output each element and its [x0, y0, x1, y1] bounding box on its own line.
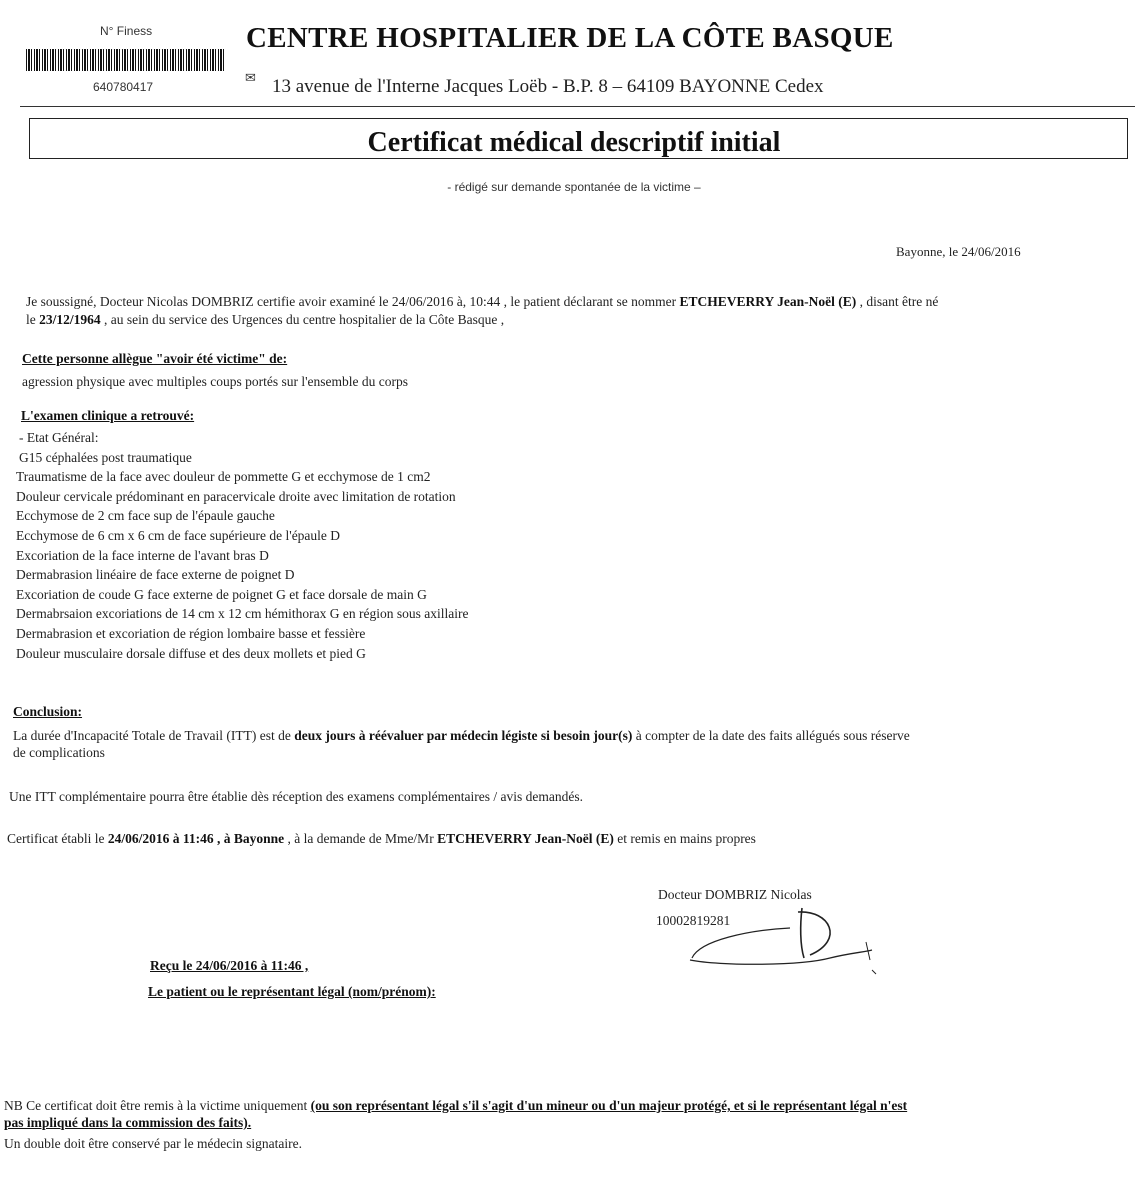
intro-text-3: le: [26, 312, 40, 327]
exam-finding: Excoriation de coude G face externe de poignet G et face dorsale de main G: [16, 586, 427, 602]
established-text-1: Certificat établi le: [7, 831, 108, 846]
nb-bold-1: (ou son représentant légal s'il s'agit d'un mineur ou d'un majeur protégé, et si le représentant légal n'est: [310, 1098, 908, 1113]
intro-line-1: [26, 294, 938, 310]
itt-line-1: [13, 728, 910, 744]
nb-line-2: pas impliqué dans la commission des faits).: [4, 1115, 252, 1130]
established-city: Bayonne: [233, 831, 285, 846]
exam-finding: Dermabrsaion excoriations de 14 cm x 12 cm hémithorax G en région sous axillaire: [16, 606, 469, 622]
exam-heading: L'examen clinique a retrouvé:: [21, 408, 195, 423]
established-text-3: , à la demande de Mme/Mr: [284, 831, 438, 846]
intro-line-2: [26, 312, 504, 328]
allegation-heading: Cette personne allègue "avoir été victime" de:: [22, 351, 288, 366]
received-line: Reçu le 24/06/2016 à 11:46 ,: [150, 958, 309, 973]
hospital-name: CENTRE HOSPITALIER DE LA CÔTE BASQUE: [246, 22, 894, 54]
doctor-name: Docteur DOMBRIZ Nicolas: [658, 887, 812, 902]
finess-label: N° Finess: [100, 24, 153, 38]
itt-complementary: Une ITT complémentaire pourra être établie dès réception des examens complémentaires / avis demandés.: [9, 789, 584, 804]
exam-finding: Douleur cervicale prédominant en paracervicale droite avec limitation de rotation: [16, 488, 456, 504]
exam-finding: Ecchymose de 2 cm face sup de l'épaule gauche: [16, 508, 275, 524]
exam-finding: Traumatisme de la face avec douleur de pommette G et ecchymose de 1 cm2: [16, 469, 431, 485]
established-text-4: et remis en mains propres: [613, 831, 756, 846]
exam-finding: Ecchymose de 6 cm x 6 cm de face supérieure de l'épaule D: [16, 528, 341, 543]
intro-text-4: , au sein du service des Urgences du centre hospitalier de la Côte Basque ,: [100, 312, 505, 327]
document-title: Certificat médical descriptif initial: [367, 127, 781, 158]
finess-barcode: [26, 49, 226, 71]
nb-line-1: [4, 1098, 907, 1114]
doctor-rpps: 10002819281: [656, 913, 731, 928]
itt-text-1: La durée d'Incapacité Totale de Travail (ITT) est de: [13, 728, 295, 743]
phone-icon: ✉: [245, 70, 256, 85]
document-subtitle: - rédigé sur demande spontanée de la victime –: [447, 180, 701, 194]
allegation-text: agression physique avec multiples coups portés sur l'ensemble du corps: [22, 374, 408, 389]
patient-signature-label: Le patient ou le représentant légal (nom/prénom):: [148, 984, 436, 999]
itt-line-2: de complications: [13, 745, 105, 760]
established-text-2: , à: [213, 831, 234, 846]
exam-finding: - Etat Général:: [19, 430, 99, 445]
nb-text: NB Ce certificat doit être remis à la victime uniquement: [4, 1098, 311, 1113]
itt-duration: deux jours à réévaluer par médecin légiste si besoin jour(s): [294, 728, 633, 743]
certificate-established: [7, 831, 756, 847]
exam-finding: Dermabrasion linéaire de face externe de poignet D: [16, 567, 295, 583]
nb-double: Un double doit être conservé par le médecin signataire.: [4, 1136, 303, 1151]
place-date: Bayonne, le 24/06/2016: [896, 244, 1021, 259]
birth-date: 23/12/1964: [39, 312, 101, 327]
exam-finding: Douleur musculaire dorsale diffuse et des deux mollets et pied G: [16, 645, 366, 661]
header-divider: [20, 106, 1135, 107]
finess-number: 640780417: [93, 80, 154, 94]
established-date: 24/06/2016 à 11:46: [107, 831, 214, 846]
hospital-address: 13 avenue de l'Interne Jacques Loëb - B.P. 8 – 64109 BAYONNE Cedex: [272, 76, 824, 97]
intro-text-2: , disant être né: [856, 294, 939, 309]
handwritten-signature: [680, 900, 890, 980]
conclusion-heading: Conclusion:: [13, 704, 83, 719]
established-name: ETCHEVERRY Jean-Noël (E): [437, 831, 614, 846]
exam-finding: Dermabrasion et excoriation de région lombaire basse et fessière: [16, 626, 366, 641]
exam-finding: Excoriation de la face interne de l'avant bras D: [16, 547, 269, 563]
patient-name: ETCHEVERRY Jean-Noël (E): [679, 294, 857, 309]
exam-finding: G15 céphalées post traumatique: [19, 449, 192, 465]
itt-text-2: à compter de la date des faits allégués sous réserve: [632, 728, 910, 743]
intro-text-1: Je soussigné, Docteur Nicolas DOMBRIZ certifie avoir examiné le 24/06/2016 à, 10:44 , le patient déclarant se nommer: [26, 294, 680, 309]
